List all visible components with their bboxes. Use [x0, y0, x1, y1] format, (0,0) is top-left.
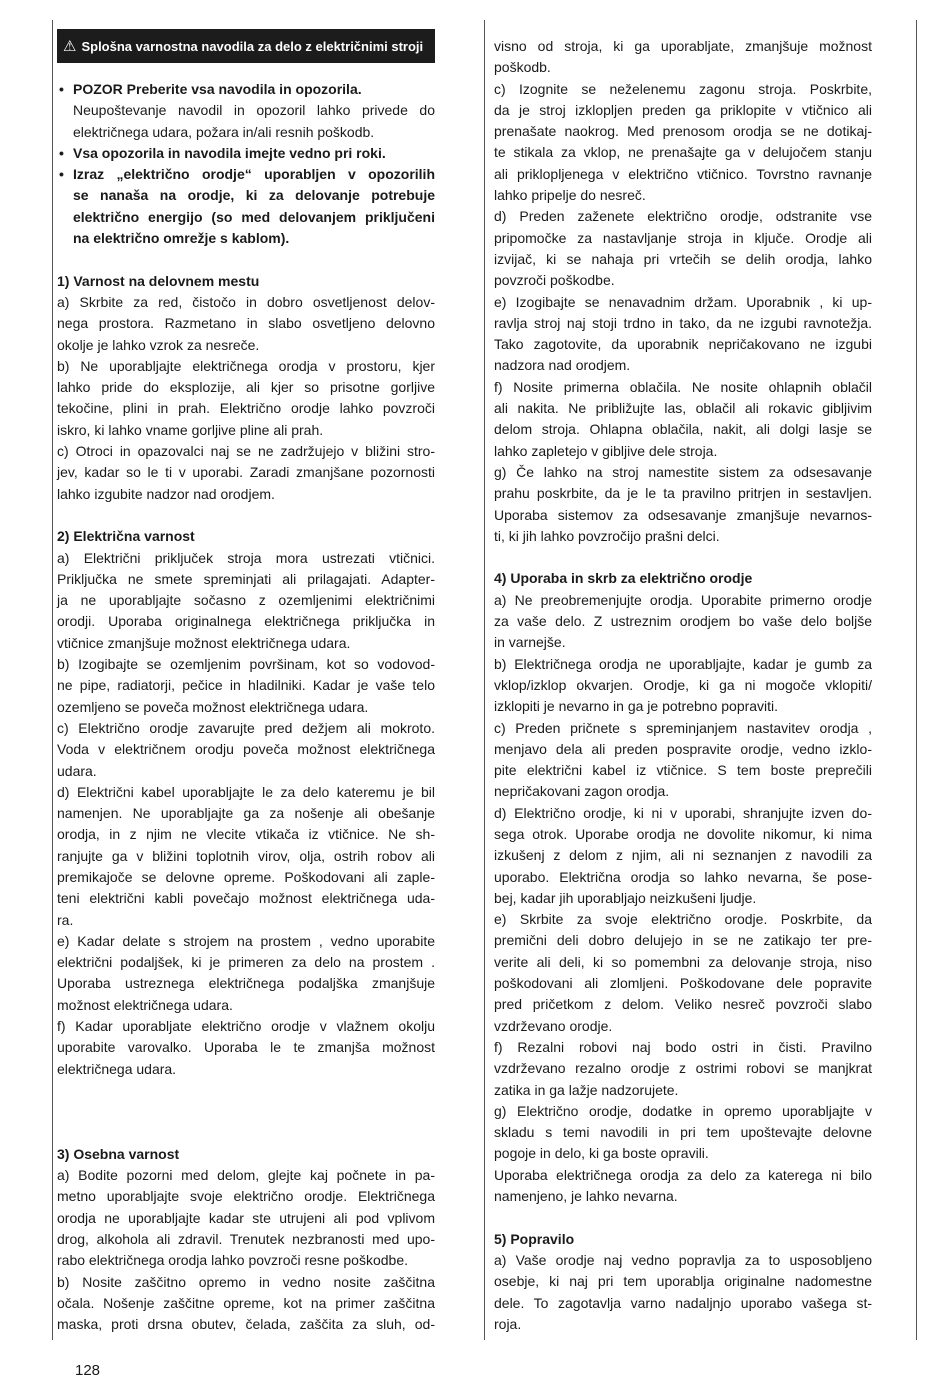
text-line: vzdrževano rezalno orodje z ostrimi robovi se manjkrat — [494, 1060, 872, 1077]
paragraph — [57, 1165, 435, 1271]
text-line: Uporaba sistemov za odsesavanje zmanjšuje nevarnos- — [494, 506, 872, 523]
section-heading: 5) Popravilo — [494, 1230, 575, 1247]
text-line: menjavo dela ali preden pospravite orodje, vedno izklo- — [494, 740, 872, 757]
text-line: skladu s temi navodili in pri tem upoštevajte delovne — [494, 1124, 872, 1141]
text-line: d) Električno orodje, ki ni v uporabi, shranjujte izven do- — [494, 804, 872, 821]
bullet-item — [57, 143, 435, 164]
paragraph — [494, 377, 872, 462]
text-line: f) Nosite primerna oblačila. Ne nosite ohlapnih oblačil — [494, 378, 872, 395]
text-line: izkušenj z delom z njim, ali ni seznanjen z navodili za — [494, 847, 872, 864]
left-text-column — [57, 79, 435, 1336]
text-line: poškodb. — [494, 59, 551, 76]
paragraph — [494, 1250, 872, 1335]
text-line: lahko izgubite nadzor nad orodjem. — [57, 485, 275, 502]
text-line: a) Električni priključek stroja mora ustrezati vtičnici. — [57, 549, 435, 566]
text-line: lahko pride do eksplozije, ali kjer so prisotne gorljive — [57, 379, 435, 396]
text-line: Priključka ne smete spreminjati ali prilagajati. Adapter- — [57, 570, 435, 587]
paragraph — [494, 909, 872, 1037]
text-line: Uporaba ustreznega električnega podaljška zmanjšuje — [57, 975, 435, 992]
text-line: a) Bodite pozorni med delom, glejte kaj počnete in pa- — [57, 1167, 435, 1184]
text-line: ali nakita. Ne približujte las, oblačil ali rokavic gibljivim — [494, 400, 872, 417]
text-line: g) Električno orodje, dodatke in opremo uporabljajte v — [494, 1102, 872, 1119]
text-line: nadzora nad orodjem. — [494, 357, 631, 374]
text-line: ozemljeno se poveča možnost električnega udara. — [57, 698, 369, 715]
left-border-rule — [52, 20, 53, 1340]
text-line: a) Ne preobremenjujte orodja. Uporabite primerno orodje — [494, 591, 872, 608]
section-header-banner — [57, 29, 435, 63]
text-line: d) Električni kabel uporabljajte le za delo kateremu je bil — [57, 783, 435, 800]
text-line: izklopiti je nevarno in ga je potrebno popraviti. — [494, 698, 779, 715]
paragraph — [494, 718, 872, 803]
text-line: električni podaljšek, ki je primeren za delo na prostem . — [57, 954, 435, 971]
text-line: delom stroja. Ohlapna oblačila, nakit, ali dolgi lasje se — [494, 421, 872, 438]
text-line: maska, proti drsna obutev, čelada, zaščita za sluh, od- — [57, 1316, 435, 1333]
bullet-dot-icon: • — [59, 166, 64, 183]
text-line: in varnejše. — [494, 634, 566, 651]
text-line: Tako zagotovite, da uporabnik nepričakovano ne izgubi — [494, 336, 872, 353]
paragraph — [494, 803, 872, 909]
paragraph — [57, 782, 435, 931]
text-line: c) Otroci in opazovalci naj se ne zadržujejo v bližini stro- — [57, 443, 435, 460]
text-line: c) Preden pričnete s spreminjanjem nastavitev orodja , — [494, 719, 872, 736]
paragraph — [57, 356, 435, 441]
blank-line — [494, 1207, 872, 1228]
text-line: Uporaba električnega orodja za delo za katerega ni bilo — [494, 1166, 872, 1183]
text-line: se nanaša na orodje, ki za delovanje potrebuje — [73, 187, 435, 204]
paragraph — [494, 292, 872, 377]
column-divider-rule — [484, 20, 485, 1340]
text-line: prahu poskrbite, da je le ta pravilno pritrjen in sestavljen. — [494, 485, 872, 502]
text-line: povzroči poškodbe. — [494, 272, 615, 289]
paragraph — [57, 292, 435, 356]
paragraph — [494, 1165, 872, 1208]
paragraph — [57, 1016, 435, 1080]
text-line: POZOR Preberite vsa navodila in opozorila. — [73, 81, 362, 97]
paragraph — [494, 654, 872, 718]
text-line: ali priklopljenega v električno vtičnico. Tovrstno ravnanje — [494, 165, 872, 182]
bullet-dot-icon: • — [59, 81, 64, 97]
section-heading: 2) Električna varnost — [57, 528, 195, 545]
paragraph — [57, 654, 435, 718]
text-line: metno uporabljajte svoje električno orodje. Električnega — [57, 1188, 435, 1205]
blank-line — [57, 1123, 435, 1144]
text-line: Izraz „električno orodje“ uporabljen v opozorilih — [73, 166, 435, 183]
paragraph — [57, 931, 435, 1016]
text-line: te stikala za vklop, ne prenašajte ga v delujočem stanju — [494, 144, 872, 161]
text-line: iskro, ki lahko vname gorljive pline ali prah. — [57, 421, 324, 438]
text-line: vtičnice zmanjšuje možnost električnega udara. — [57, 634, 351, 651]
right-border-rule — [916, 20, 917, 1340]
text-line: vzdrževano orodje. — [494, 1017, 613, 1034]
text-line: tekočine, plini in prah. Električno orodje lahko povzroči — [57, 400, 435, 417]
paragraph — [57, 718, 435, 782]
text-line: orodja ne uporabljajte kadar ste utrujeni ali pod vplivom — [57, 1209, 435, 1226]
text-line: e) Kadar delate s strojem na prostem , vedno uporabite — [57, 932, 435, 949]
blank-line — [494, 547, 872, 568]
text-line: lahko zapletejo v gibljive dele stroja. — [494, 442, 718, 459]
text-line: Vsa opozorila in navodila imejte vedno pri roki. — [73, 144, 386, 161]
text-line: visno od stroja, ki ga uporabljate, zmanjšuje možnost — [494, 38, 872, 54]
text-line: a) Vaše orodje naj vedno popravlja za to usposobljeno — [494, 1251, 872, 1268]
text-line: električnega udara, požara in/ali resnih poškodb. — [73, 123, 375, 140]
text-line: lahko pripelje do nesreč. — [494, 187, 646, 204]
text-line: ravlja stroj naj stoji trdno in tako, da ne izgubi ravnotežja. — [494, 314, 872, 331]
text-line: b) Električnega orodja ne uporabljajte, kadar je gumb za — [494, 655, 872, 672]
blank-line — [57, 1080, 435, 1101]
text-line: okolje je lahko vzrok za nesreče. — [57, 336, 260, 353]
text-line: orodji. Uporaba originalnega električnega priključka in — [57, 613, 435, 630]
text-line: drog, alkohola ali zdravil. Trenutek nezbranosti med upo- — [57, 1231, 435, 1248]
text-line: uporabite varovalko. Uporaba le te zmanjša možnost — [57, 1039, 435, 1056]
text-line: uporabo. Električna orodja so lahko nevarna, še pose- — [494, 868, 872, 885]
text-line: c) Električno orodje zavarujte pred dežjem ali mokroto. — [57, 719, 435, 736]
paragraph — [494, 1101, 872, 1165]
text-line: verite ali deli, ki so pomembni za delovanje stroja, niso — [494, 953, 872, 970]
text-line: udara. — [57, 762, 97, 779]
text-line: poškodovani ali zlomljeni. Poškodovane dele popravite — [494, 975, 872, 992]
section-heading: 1) Varnost na delovnem mestu — [57, 272, 260, 289]
text-line: namenjen. Ne uporabljajte ga za nošenje ali obešanje — [57, 805, 435, 822]
text-line: e) Skrbite za svoje električno orodje. Poskrbite, da — [494, 911, 872, 928]
paragraph — [494, 590, 872, 654]
text-line: osebje, ki naj pri tem uporablja originalne nadomestne — [494, 1273, 872, 1290]
text-line: jev, kadar so le ti v uporabi. Zaradi zmanjšane pozornosti — [57, 464, 435, 481]
text-line: b) Ne uporabljajte električnega orodja v prostoru, kjer — [57, 357, 435, 374]
text-line: teni električni kabli povečajo možnost električnega uda- — [57, 890, 435, 907]
text-line: na električno omrežje s kablom). — [73, 230, 290, 247]
text-line: ti, ki jih lahko povzročijo prašni delci. — [494, 527, 720, 544]
paragraph — [57, 1272, 435, 1336]
text-line: d) Preden zaženete električno orodje, odstranite vse — [494, 208, 872, 225]
text-line: a) Skrbite za red, čistočo in dobro osvetljenost delov- — [57, 293, 435, 310]
text-line: bej, kadar jih uporabljajo neizkušeni ljudje. — [494, 889, 757, 906]
text-line: ranjujte ga v bližini toplotnih virov, olja, ostrih robov ali — [57, 847, 435, 864]
text-line: za vaše delo. Z ustreznim orodjem bo vaše delo boljše — [494, 613, 872, 630]
text-line: g) Če lahko na stroj namestite sistem za odsesavanje — [494, 463, 872, 480]
text-line: ra. — [57, 911, 74, 928]
text-line: b) Izogibajte se ozemljenim površinam, kot so vodovod- — [57, 656, 435, 673]
text-line: električnega udara. — [57, 1060, 177, 1077]
paragraph — [494, 1037, 872, 1101]
text-line: e) Izogibajte se nenavadnim držam. Uporabnik , ki up- — [494, 293, 872, 310]
blank-line — [57, 249, 435, 270]
text-line: rabo električnega orodja lahko povzroči resne poškodbe. — [57, 1252, 408, 1269]
text-line: pred pričetkom z delom. Veliko nesreč povzroči slabo — [494, 996, 872, 1013]
text-line: f) Kadar uporabljate električno orodje v vlažnem okolju — [57, 1018, 435, 1035]
text-line: f) Rezalni robovi naj bodo ostri in čisti. Pravilno — [494, 1038, 872, 1055]
text-line: električno energijo (so med delovanjem priključeni — [73, 208, 435, 225]
text-line: premični deli dobro delujejo in se ne zatikajo ter pre- — [494, 932, 872, 949]
text-line: Voda v električnem orodju poveča možnost električnega — [57, 741, 435, 758]
text-line: pite električni kabel iz vtičnice. S tem boste preprečili — [494, 762, 872, 779]
bullet-dot-icon: • — [59, 144, 64, 161]
text-line: zatika in ga lažje nadzorujete. — [494, 1081, 679, 1098]
text-line: izvijač, ki se nahaja pri vrtečih se delih orodja, lahko — [494, 250, 872, 267]
text-line: nepričakovani zagon orodja. — [494, 783, 670, 800]
text-line: vklop/izklop okvarjen. Orodje, ki ga ni mogoče vklopiti/ — [494, 676, 872, 693]
text-line: namenjeno, je lahko nevarna. — [494, 1188, 678, 1205]
page-number: 128 — [75, 1362, 101, 1379]
right-text-column — [494, 36, 872, 1335]
text-line: Neupoštevanje navodil in opozoril lahko privede do — [73, 102, 435, 119]
text-line: da je stroj izklopljen preden ga priklopite v vtičnico ali — [494, 101, 872, 118]
paragraph — [494, 36, 872, 79]
paragraph — [57, 441, 435, 505]
text-line: b) Nosite zaščitno opremo in vedno nosite zaščitna — [57, 1273, 435, 1290]
text-line: ne pipe, radiatorji, pečice in hladilniki. Kadar je vaše telo — [57, 677, 435, 694]
section-heading: 4) Uporaba in skrb za električno orodje — [494, 570, 753, 587]
text-line: pogoje in delo, ki ga boste opravili. — [494, 1145, 709, 1162]
paragraph — [494, 206, 872, 291]
text-line: roja. — [494, 1315, 522, 1332]
text-line: sega otrok. Uporabe orodja ne dovolite nikomur, ki nima — [494, 825, 872, 842]
text-line: pripomočke za nastavljanje stroja in ključe. Orodje ali — [494, 229, 872, 246]
text-line: prenašate naokrog. Med prenosom orodja se ne dotikaj- — [494, 123, 872, 140]
section-heading: 3) Osebna varnost — [57, 1145, 180, 1162]
text-line: nega prostora. Razmetano in slabo osvetljeno delovno — [57, 315, 435, 332]
paragraph — [494, 462, 872, 547]
warning-triangle-icon: ⚠ — [63, 38, 77, 55]
blank-line — [57, 505, 435, 526]
paragraph — [494, 79, 872, 207]
text-line: orodja, in z njim ne vlecite vtikača iz vtičnice. Ne sh- — [57, 826, 435, 843]
text-line: možnost električnega udara. — [57, 996, 233, 1013]
text-line: dele. To zagotavlja varno nadaljnjo uporabo vašega st- — [494, 1294, 872, 1311]
text-line: ja ne uporabljajte sočasno z ozemljenimi električnimi — [57, 592, 435, 609]
paragraph — [57, 548, 435, 654]
text-line: premikajoče se delovne opreme. Poškodovani ali zaple- — [57, 868, 435, 885]
bullet-item — [57, 164, 435, 249]
blank-line — [57, 1101, 435, 1122]
section-header-title: Splošna varnostna navodila za delo z električnimi stroji — [81, 38, 424, 54]
text-line: c) Izognite se neželenemu zagonu stroja. Poskrbite, — [494, 80, 872, 97]
text-line: očala. Nošenje zaščitne opreme, kot na primer zaščitna — [57, 1294, 435, 1311]
bullet-item — [57, 79, 435, 143]
